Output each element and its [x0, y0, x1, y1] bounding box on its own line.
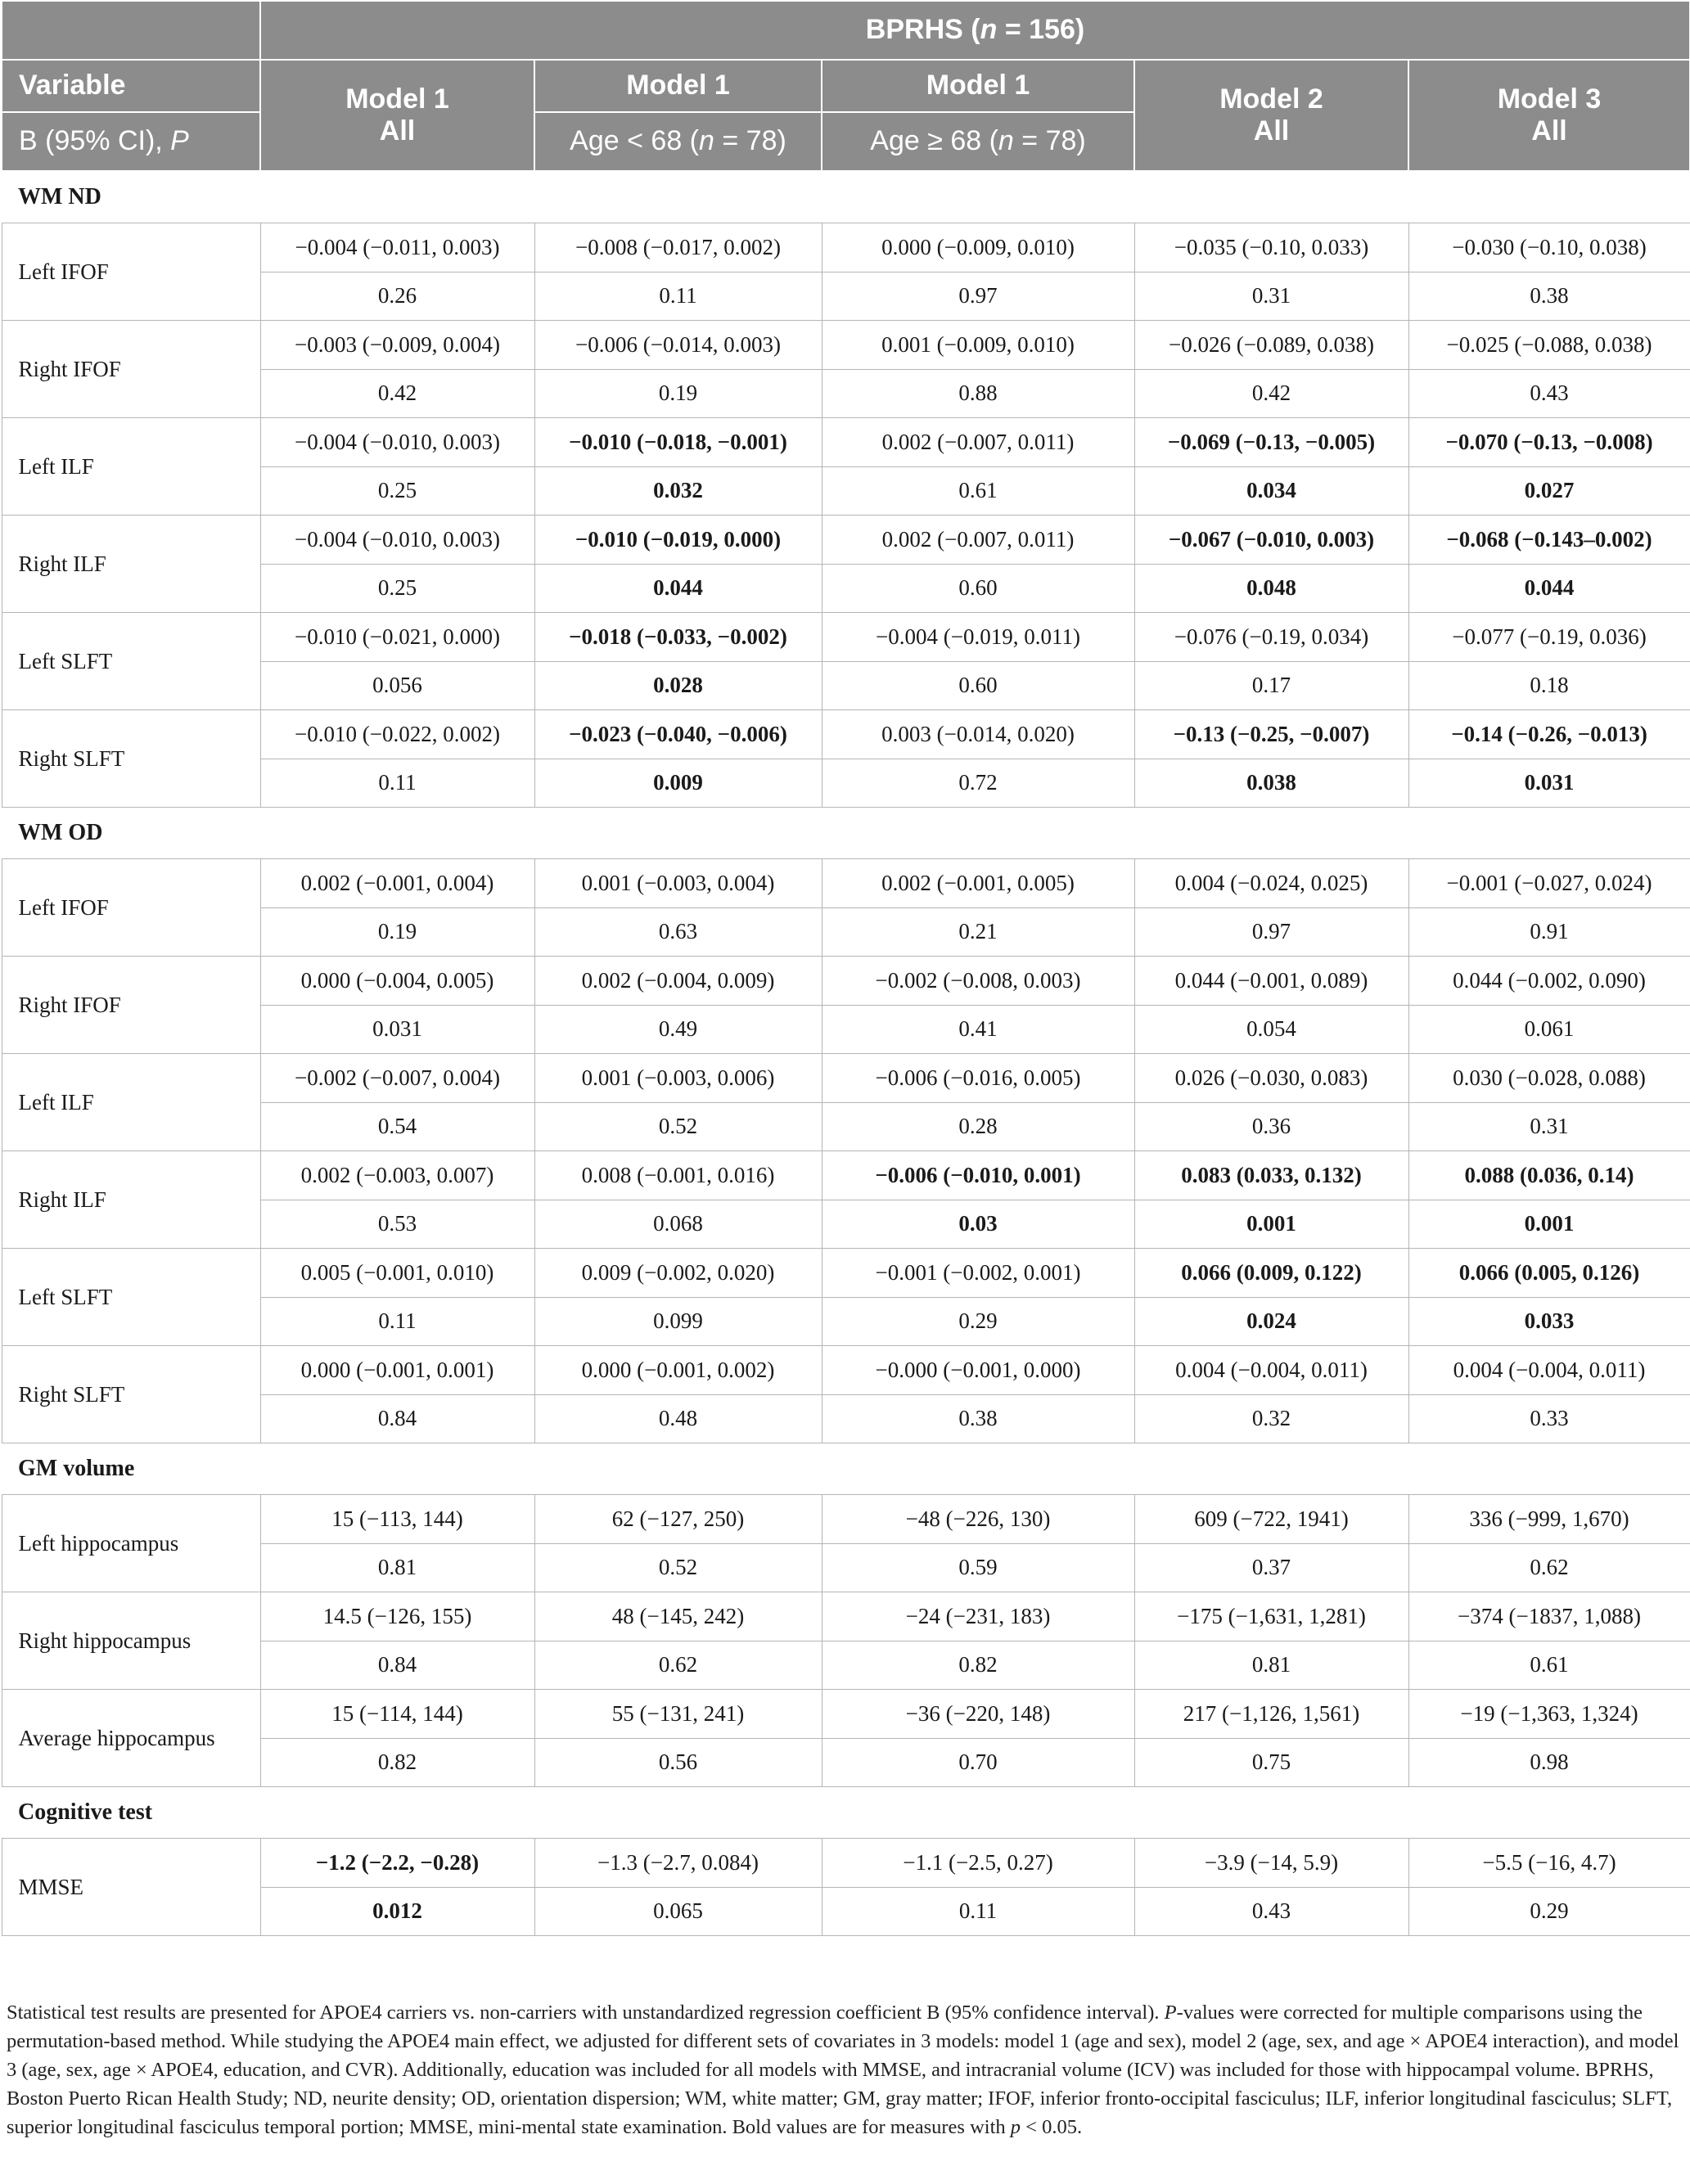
section-header-row: [2, 1443, 1690, 1495]
p-value-cell: 0.70: [822, 1738, 1134, 1787]
estimate-cell: −5.5 (−16, 4.7): [1408, 1839, 1690, 1888]
estimate-cell: −0.004 (−0.010, 0.003): [260, 418, 534, 467]
estimate-cell: 0.004 (−0.024, 0.025): [1134, 859, 1408, 908]
p-value-cell: 0.001: [1408, 1200, 1690, 1249]
estimate-cell: 0.001 (−0.003, 0.006): [534, 1054, 822, 1103]
p-value-cell: 0.11: [260, 1297, 534, 1346]
table-row-estimate: [2, 957, 1690, 1006]
p-value-cell: 0.62: [534, 1641, 822, 1690]
estimate-cell: −0.026 (−0.089, 0.038): [1134, 321, 1408, 370]
p-value-cell: 0.56: [534, 1738, 822, 1787]
p-value-cell: 0.84: [260, 1641, 534, 1690]
p-value-cell: 0.38: [1408, 272, 1690, 321]
estimate-cell: 0.001 (−0.009, 0.010): [822, 321, 1134, 370]
estimate-cell: −175 (−1,631, 1,281): [1134, 1592, 1408, 1641]
estimate-cell: 0.002 (−0.003, 0.007): [260, 1151, 534, 1200]
estimate-cell: −0.000 (−0.001, 0.000): [822, 1346, 1134, 1395]
estimate-cell: −0.023 (−0.040, −0.006): [534, 710, 822, 759]
estimate-cell: 0.083 (0.033, 0.132): [1134, 1151, 1408, 1200]
estimate-cell: 0.002 (−0.001, 0.005): [822, 859, 1134, 908]
estimate-cell: 0.000 (−0.004, 0.005): [260, 957, 534, 1006]
p-value-cell: 0.061: [1408, 1005, 1690, 1054]
estimate-cell: −0.006 (−0.014, 0.003): [534, 321, 822, 370]
p-value-cell: 0.065: [534, 1887, 822, 1936]
estimate-cell: −0.010 (−0.018, −0.001): [534, 418, 822, 467]
p-value-cell: 0.032: [534, 466, 822, 516]
p-value-cell: 0.027: [1408, 466, 1690, 516]
p-value-cell: 0.49: [534, 1005, 822, 1054]
estimate-cell: −0.001 (−0.002, 0.001): [822, 1249, 1134, 1298]
section-title: WM OD: [2, 808, 1690, 859]
row-label: Average hippocampus: [2, 1690, 260, 1787]
row-label: Left SLFT: [2, 613, 260, 710]
p-value-cell: 0.19: [260, 907, 534, 957]
table-row-estimate: [2, 1495, 1690, 1544]
estimate-cell: 0.026 (−0.030, 0.083): [1134, 1054, 1408, 1103]
table-row-estimate: [2, 1592, 1690, 1641]
p-value-cell: 0.42: [260, 369, 534, 418]
p-value-cell: 0.61: [822, 466, 1134, 516]
p-value-cell: 0.82: [260, 1738, 534, 1787]
estimate-cell: −0.002 (−0.007, 0.004): [260, 1054, 534, 1103]
p-value-cell: 0.25: [260, 466, 534, 516]
estimate-cell: 0.004 (−0.004, 0.011): [1134, 1346, 1408, 1395]
p-value-cell: 0.42: [1134, 369, 1408, 418]
p-value-cell: 0.43: [1134, 1887, 1408, 1936]
table-row-estimate: [2, 1151, 1690, 1200]
estimate-cell: −0.035 (−0.10, 0.033): [1134, 223, 1408, 272]
p-value-cell: 0.11: [260, 759, 534, 808]
section-title: GM volume: [2, 1443, 1690, 1495]
p-value-cell: 0.53: [260, 1200, 534, 1249]
estimate-cell: −0.001 (−0.027, 0.024): [1408, 859, 1690, 908]
results-table: [1, 0, 1690, 1936]
p-value-cell: 0.001: [1134, 1200, 1408, 1249]
table-body: [2, 171, 1690, 1936]
p-value-cell: 0.099: [534, 1297, 822, 1346]
p-value-cell: 0.32: [1134, 1394, 1408, 1443]
p-value-cell: 0.056: [260, 661, 534, 710]
p-value-cell: 0.91: [1408, 907, 1690, 957]
table-row-estimate: [2, 1690, 1690, 1739]
row-label: Left hippocampus: [2, 1495, 260, 1592]
p-value-cell: 0.054: [1134, 1005, 1408, 1054]
estimate-cell: −0.069 (−0.13, −0.005): [1134, 418, 1408, 467]
p-value-cell: 0.43: [1408, 369, 1690, 418]
row-label: Left ILF: [2, 418, 260, 516]
estimate-cell: −0.067 (−0.010, 0.003): [1134, 516, 1408, 565]
estimate-cell: 62 (−127, 250): [534, 1495, 822, 1544]
p-value-cell: 0.33: [1408, 1394, 1690, 1443]
estimate-cell: 0.002 (−0.004, 0.009): [534, 957, 822, 1006]
row-label: Right ILF: [2, 516, 260, 613]
estimate-cell: 0.066 (0.005, 0.126): [1408, 1249, 1690, 1298]
p-value-cell: 0.88: [822, 369, 1134, 418]
estimate-cell: 0.002 (−0.001, 0.004): [260, 859, 534, 908]
p-value-cell: 0.63: [534, 907, 822, 957]
p-value-cell: 0.044: [1408, 564, 1690, 613]
estimate-cell: 15 (−113, 144): [260, 1495, 534, 1544]
estimate-cell: −1.3 (−2.7, 0.084): [534, 1839, 822, 1888]
p-value-cell: 0.28: [822, 1102, 1134, 1151]
estimate-cell: 15 (−114, 144): [260, 1690, 534, 1739]
p-value-cell: 0.84: [260, 1394, 534, 1443]
estimate-cell: −0.010 (−0.022, 0.002): [260, 710, 534, 759]
estimate-cell: 0.044 (−0.001, 0.089): [1134, 957, 1408, 1006]
estimate-cell: −0.006 (−0.016, 0.005): [822, 1054, 1134, 1103]
p-value-cell: 0.03: [822, 1200, 1134, 1249]
estimate-cell: −0.13 (−0.25, −0.007): [1134, 710, 1408, 759]
row-label: Left SLFT: [2, 1249, 260, 1346]
table-row-estimate: [2, 321, 1690, 370]
table-row-estimate: [2, 516, 1690, 565]
col-subheader-young: Age < 68 (n = 78): [534, 112, 822, 171]
estimate-cell: 0.030 (−0.028, 0.088): [1408, 1054, 1690, 1103]
col-header-model1-young: Model 1: [534, 60, 822, 112]
p-value-cell: 0.72: [822, 759, 1134, 808]
section-header-row: [2, 171, 1690, 223]
p-value-cell: 0.012: [260, 1887, 534, 1936]
row-label: Left ILF: [2, 1054, 260, 1151]
p-value-cell: 0.17: [1134, 661, 1408, 710]
row-label: Left IFOF: [2, 859, 260, 957]
table-row-estimate: [2, 1249, 1690, 1298]
group-title: BPRHS (n = 156): [260, 1, 1690, 60]
estimate-cell: 0.000 (−0.001, 0.002): [534, 1346, 822, 1395]
estimate-cell: 0.088 (0.036, 0.14): [1408, 1151, 1690, 1200]
variable-header: Variable: [2, 60, 260, 112]
p-value-cell: 0.028: [534, 661, 822, 710]
col-header-model3-all: Model 3 All: [1408, 60, 1690, 171]
p-value-cell: 0.61: [1408, 1641, 1690, 1690]
row-label: Right IFOF: [2, 321, 260, 418]
estimate-cell: 0.066 (0.009, 0.122): [1134, 1249, 1408, 1298]
p-value-cell: 0.11: [822, 1887, 1134, 1936]
estimate-cell: 0.000 (−0.001, 0.001): [260, 1346, 534, 1395]
estimate-cell: −0.14 (−0.26, −0.013): [1408, 710, 1690, 759]
table-header: [2, 1, 1690, 171]
section-header-row: [2, 1787, 1690, 1839]
p-value-cell: 0.62: [1408, 1543, 1690, 1592]
table-row-estimate: [2, 418, 1690, 467]
estimate-cell: −1.1 (−2.5, 0.27): [822, 1839, 1134, 1888]
p-value-cell: 0.19: [534, 369, 822, 418]
col-header-model1-all: Model 1 All: [260, 60, 534, 171]
estimate-cell: −0.004 (−0.019, 0.011): [822, 613, 1134, 662]
estimate-cell: 0.002 (−0.007, 0.011): [822, 516, 1134, 565]
p-value-cell: 0.009: [534, 759, 822, 808]
section-title: WM ND: [2, 171, 1690, 223]
p-value-cell: 0.038: [1134, 759, 1408, 808]
table-row-estimate: [2, 1054, 1690, 1103]
estimate-cell: −0.077 (−0.19, 0.036): [1408, 613, 1690, 662]
row-label: Right hippocampus: [2, 1592, 260, 1690]
estimate-cell: −24 (−231, 183): [822, 1592, 1134, 1641]
estimate-cell: −0.004 (−0.010, 0.003): [260, 516, 534, 565]
p-value-cell: 0.97: [1134, 907, 1408, 957]
table-row-estimate: [2, 613, 1690, 662]
p-value-cell: 0.54: [260, 1102, 534, 1151]
p-value-cell: 0.82: [822, 1641, 1134, 1690]
p-value-cell: 0.52: [534, 1102, 822, 1151]
estimate-cell: −0.006 (−0.010, 0.001): [822, 1151, 1134, 1200]
p-value-cell: 0.044: [534, 564, 822, 613]
row-label: Left IFOF: [2, 223, 260, 321]
p-value-cell: 0.60: [822, 564, 1134, 613]
row-label: Right SLFT: [2, 710, 260, 808]
estimate-cell: −0.018 (−0.033, −0.002): [534, 613, 822, 662]
p-value-cell: 0.31: [1134, 272, 1408, 321]
p-value-cell: 0.37: [1134, 1543, 1408, 1592]
p-value-cell: 0.38: [822, 1394, 1134, 1443]
table-row-estimate: [2, 1346, 1690, 1395]
table-row-estimate: [2, 710, 1690, 759]
col-header-model2-all: Model 2 All: [1134, 60, 1408, 171]
p-value-cell: 0.048: [1134, 564, 1408, 613]
estimate-cell: 336 (−999, 1,670): [1408, 1495, 1690, 1544]
header-empty-cell: [2, 1, 260, 60]
estimate-cell: 0.005 (−0.001, 0.010): [260, 1249, 534, 1298]
row-label: MMSE: [2, 1839, 260, 1936]
estimate-cell: 48 (−145, 242): [534, 1592, 822, 1641]
row-label: Right ILF: [2, 1151, 260, 1249]
p-value-cell: 0.068: [534, 1200, 822, 1249]
estimate-cell: −0.010 (−0.019, 0.000): [534, 516, 822, 565]
p-value-cell: 0.60: [822, 661, 1134, 710]
table-row-estimate: [2, 859, 1690, 908]
estimate-cell: −0.076 (−0.19, 0.034): [1134, 613, 1408, 662]
p-value-cell: 0.48: [534, 1394, 822, 1443]
estimate-cell: −0.068 (−0.143–0.002): [1408, 516, 1690, 565]
estimate-cell: 609 (−722, 1941): [1134, 1495, 1408, 1544]
p-value-cell: 0.41: [822, 1005, 1134, 1054]
estimate-cell: −48 (−226, 130): [822, 1495, 1134, 1544]
estimate-cell: −3.9 (−14, 5.9): [1134, 1839, 1408, 1888]
estimate-cell: 14.5 (−126, 155): [260, 1592, 534, 1641]
p-value-cell: 0.18: [1408, 661, 1690, 710]
estimate-cell: −0.030 (−0.10, 0.038): [1408, 223, 1690, 272]
p-value-cell: 0.52: [534, 1543, 822, 1592]
p-value-cell: 0.033: [1408, 1297, 1690, 1346]
estimate-cell: −0.010 (−0.021, 0.000): [260, 613, 534, 662]
p-value-cell: 0.97: [822, 272, 1134, 321]
stat-header: B (95% CI), P: [2, 112, 260, 171]
table-row-estimate: [2, 1839, 1690, 1888]
p-value-cell: 0.29: [822, 1297, 1134, 1346]
estimate-cell: 0.009 (−0.002, 0.020): [534, 1249, 822, 1298]
estimate-cell: 0.000 (−0.009, 0.010): [822, 223, 1134, 272]
p-value-cell: 0.031: [1408, 759, 1690, 808]
table-footnote: Statistical test results are presented for APOE4 carriers vs. non-carriers with unstandardized regression coefficient B (95% confidence interval). P-values were corrected for multiple comparisons using the permutation-based method. While studying the APOE4 main effect, we adjusted for different sets of covariates in 3 models: model 1 (age and sex), model 2 (age, sex, and age × APOE4 interaction), and model 3 (age, sex, age × APOE4, education, and CVR). Additionally, education was included for all models with MMSE, and intracranial volume (ICV) was included for those with hippocampal volume. BPRHS, Boston Puerto Rican Health Study; ND, neurite density; OD, orientation dispersion; WM, white matter; GM, gray matter; IFOF, inferior fronto-occipital fasciculus; ILF, inferior longitudinal fasciculus; SLFT, superior longitudinal fasciculus temporal portion; MMSE, mini-mental state examination. Bold values are for measures with p < 0.05.: [7, 2002, 1679, 2138]
p-value-cell: 0.31: [1408, 1102, 1690, 1151]
estimate-cell: −374 (−1837, 1,088): [1408, 1592, 1690, 1641]
estimate-cell: −0.008 (−0.017, 0.002): [534, 223, 822, 272]
p-value-cell: 0.26: [260, 272, 534, 321]
p-value-cell: 0.81: [1134, 1641, 1408, 1690]
table-row-estimate: [2, 223, 1690, 272]
p-value-cell: 0.25: [260, 564, 534, 613]
p-value-cell: 0.36: [1134, 1102, 1408, 1151]
estimate-cell: −36 (−220, 148): [822, 1690, 1134, 1739]
estimate-cell: −19 (−1,363, 1,324): [1408, 1690, 1690, 1739]
estimate-cell: −0.002 (−0.008, 0.003): [822, 957, 1134, 1006]
p-value-cell: 0.11: [534, 272, 822, 321]
estimate-cell: 0.002 (−0.007, 0.011): [822, 418, 1134, 467]
p-value-cell: 0.031: [260, 1005, 534, 1054]
p-value-cell: 0.98: [1408, 1738, 1690, 1787]
section-title: Cognitive test: [2, 1787, 1690, 1839]
estimate-cell: −0.003 (−0.009, 0.004): [260, 321, 534, 370]
row-label: Right IFOF: [2, 957, 260, 1054]
p-value-cell: 0.21: [822, 907, 1134, 957]
section-header-row: [2, 808, 1690, 859]
p-value-cell: 0.81: [260, 1543, 534, 1592]
p-value-cell: 0.024: [1134, 1297, 1408, 1346]
col-header-model1-old: Model 1: [822, 60, 1134, 112]
estimate-cell: −0.025 (−0.088, 0.038): [1408, 321, 1690, 370]
estimate-cell: 0.001 (−0.003, 0.004): [534, 859, 822, 908]
estimate-cell: 217 (−1,126, 1,561): [1134, 1690, 1408, 1739]
estimate-cell: 0.003 (−0.014, 0.020): [822, 710, 1134, 759]
p-value-cell: 0.29: [1408, 1887, 1690, 1936]
p-value-cell: 0.59: [822, 1543, 1134, 1592]
estimate-cell: 0.044 (−0.002, 0.090): [1408, 957, 1690, 1006]
estimate-cell: 0.008 (−0.001, 0.016): [534, 1151, 822, 1200]
estimate-cell: −0.070 (−0.13, −0.008): [1408, 418, 1690, 467]
col-subheader-old: Age ≥ 68 (n = 78): [822, 112, 1134, 171]
row-label: Right SLFT: [2, 1346, 260, 1443]
estimate-cell: −1.2 (−2.2, −0.28): [260, 1839, 534, 1888]
p-value-cell: 0.034: [1134, 466, 1408, 516]
estimate-cell: −0.004 (−0.011, 0.003): [260, 223, 534, 272]
estimate-cell: 0.004 (−0.004, 0.011): [1408, 1346, 1690, 1395]
p-value-cell: 0.75: [1134, 1738, 1408, 1787]
estimate-cell: 55 (−131, 241): [534, 1690, 822, 1739]
